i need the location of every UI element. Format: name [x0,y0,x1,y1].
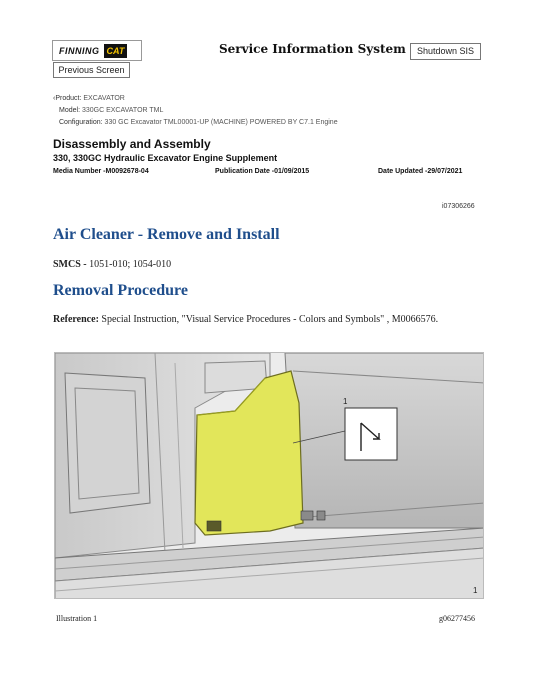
configuration-line [59,119,338,126]
corner-number: 1 [473,586,478,595]
date-updated: Date Updated -29/07/2021 [378,168,463,175]
configuration-value: 330 GC Excavator TML00001-UP (MACHINE) POWERED BY C7.1 Engine [104,119,338,126]
illustration-caption: Illustration 1 [56,614,98,623]
finning-cat-logo [52,40,142,61]
page-heading: Air Cleaner - Remove and Install [53,226,280,243]
document-id: i07306266 [442,203,475,210]
model-line [59,107,163,114]
previous-screen-button[interactable]: Previous Screen [53,62,130,78]
reference-line [53,314,438,325]
product-line [53,95,125,102]
product-label: ‹Product: [53,95,82,102]
callout-box [345,408,397,460]
section-heading: Removal Procedure [53,282,188,299]
model-value: 330GC EXCAVATOR TML [81,107,164,114]
reference-label: Reference: [53,314,99,325]
smcs-label: SMCS - [53,259,87,270]
graphic-id: g06277456 [439,614,475,623]
illustration-figure [54,352,484,599]
excavator-air-cleaner-drawing [55,353,484,599]
publication-date: Publication Date -01/09/2015 [215,168,310,175]
system-title: Service Information System [219,42,406,56]
back-arrow-icon[interactable]: ‹ [53,95,56,102]
document-title: Disassembly and Assembly [53,137,211,151]
smcs-line [53,259,171,270]
product-value: EXCAVATOR [83,95,125,102]
shutdown-sis-button[interactable]: Shutdown SIS [410,43,481,60]
document-subtitle: 330, 330GC Hydraulic Excavator Engine Supplement [53,153,278,163]
cat-badge: CAT [104,44,128,58]
logo-text: FINNING [59,45,100,56]
reference-text: Special Instruction, "Visual Service Procedures - Colors and Symbols" , M0066576. [101,314,439,325]
model-label: Model: [59,107,81,114]
callout-number: 1 [343,397,348,406]
media-number: Media Number -M0092678-04 [53,168,149,175]
configuration-label: Configuration: [59,119,103,126]
smcs-value: 1051-010; 1054-010 [89,259,172,270]
